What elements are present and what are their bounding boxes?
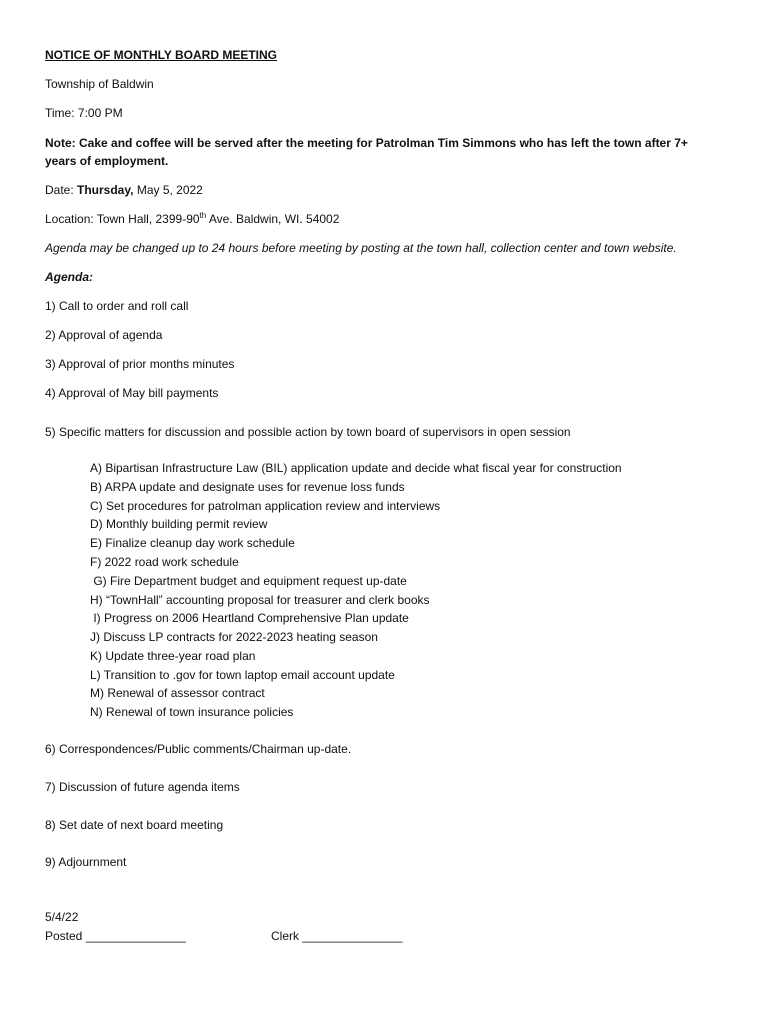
subitem-l: L) Transition to .gov for town laptop email account update	[90, 668, 395, 682]
subitem-a: A) Bipartisan Infrastructure Law (BIL) application update and decide what fiscal year for construction	[90, 461, 622, 475]
agenda-item-5: 5) Specific matters for discussion and possible action by town board of supervisors in open session	[45, 425, 571, 439]
date-day: Thursday,	[77, 183, 134, 197]
agenda-item-2: 2) Approval of agenda	[45, 328, 163, 342]
posted-signature-line: Posted _______________	[45, 929, 186, 943]
township-name: Township of Baldwin	[45, 77, 154, 91]
posted-date: 5/4/22	[45, 910, 79, 924]
subitem-d: D) Monthly building permit review	[90, 517, 268, 531]
meeting-location	[45, 212, 339, 227]
subitem-c: C) Set procedures for patrolman application review and interviews	[90, 499, 441, 513]
date-rest: May 5, 2022	[133, 183, 203, 197]
subitem-i: I) Progress on 2006 Heartland Comprehensive Plan update	[90, 611, 409, 625]
note-line-1: Note: Cake and coffee will be served after the meeting for Patrolman Tim Simmons who has left the town after 7+	[45, 136, 688, 150]
location-prefix: Location: Town Hall, 2399-90	[45, 212, 200, 226]
agenda-item-6: 6) Correspondences/Public comments/Chairman up-date.	[45, 742, 352, 756]
subitem-j: J) Discuss LP contracts for 2022-2023 heating season	[90, 630, 378, 644]
agenda-change-note: Agenda may be changed up to 24 hours before meeting by posting at the town hall, collection center and town website.	[45, 241, 677, 255]
location-superscript: th	[199, 211, 207, 220]
subitem-n: N) Renewal of town insurance policies	[90, 705, 294, 719]
agenda-item-1: 1) Call to order and roll call	[45, 299, 189, 313]
subitem-b: B) ARPA update and designate uses for revenue loss funds	[90, 480, 405, 494]
agenda-item-9: 9) Adjournment	[45, 855, 127, 869]
meeting-time: Time: 7:00 PM	[45, 106, 123, 120]
agenda-item-3: 3) Approval of prior months minutes	[45, 357, 235, 371]
clerk-signature-line: Clerk _______________	[271, 929, 403, 943]
subitem-k: K) Update three-year road plan	[90, 649, 256, 663]
meeting-date	[45, 183, 203, 198]
agenda-item-8: 8) Set date of next board meeting	[45, 818, 224, 832]
subitem-e: E) Finalize cleanup day work schedule	[90, 536, 295, 550]
agenda-item-4: 4) Approval of May bill payments	[45, 386, 219, 400]
subitem-g: G) Fire Department budget and equipment request up-date	[90, 574, 407, 588]
agenda-heading: Agenda:	[45, 270, 93, 284]
subitem-f: F) 2022 road work schedule	[90, 555, 239, 569]
notice-title: NOTICE OF MONTHLY BOARD MEETING	[45, 48, 278, 62]
note-line-2: years of employment.	[45, 154, 169, 168]
location-rest: Ave. Baldwin, WI. 54002	[206, 212, 340, 226]
subitem-h: H) “TownHall” accounting proposal for treasurer and clerk books	[90, 593, 430, 607]
subitem-m: M) Renewal of assessor contract	[90, 686, 265, 700]
date-prefix: Date:	[45, 183, 78, 197]
agenda-item-7: 7) Discussion of future agenda items	[45, 780, 240, 794]
